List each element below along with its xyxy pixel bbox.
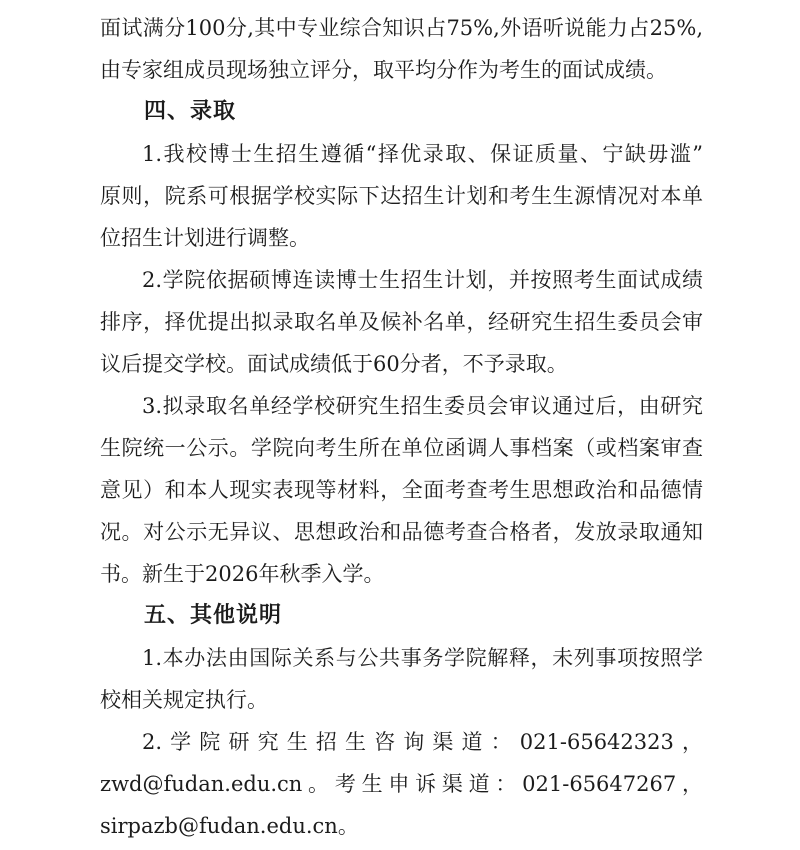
contact-line-admissions: 2.学院研究生招生咨询渠道：021-65642323，	[142, 730, 703, 754]
body-line: 原则，院系可根据学校实际下达招生计划和考生生源情况对本单	[100, 184, 703, 208]
body-line: 3.拟录取名单经学校研究生招生委员会审议通过后，由研究	[142, 394, 703, 418]
body-line: 校相关规定执行。	[100, 688, 268, 712]
contact-line-appeal-email: sirpazb@fudan.edu.cn。	[100, 814, 359, 838]
body-line: 位招生计划进行调整。	[100, 226, 310, 250]
contact-line-appeal: zwd@fudan.edu.cn。考生申诉渠道：021-65647267，	[100, 772, 703, 796]
body-line: 生院统一公示。学院向考生所在单位函调人事档案（或档案审查	[100, 436, 703, 460]
body-line: 1.我校博士生招生遵循“择优录取、保证质量、宁缺毋滥”	[142, 142, 703, 166]
body-line: 意见）和本人现实表现等材料，全面考查考生思想政治和品德情	[100, 478, 703, 502]
body-line: 面试满分100分,其中专业综合知识占75%,外语听说能力占25%,	[100, 16, 703, 40]
body-line: 2.学院依据硕博连读博士生招生计划，并按照考生面试成绩	[142, 268, 703, 292]
body-line: 排序，择优提出拟录取名单及候补名单，经研究生招生委员会审	[100, 310, 703, 334]
section-heading-admission: 四、录取	[144, 99, 237, 124]
body-line: 况。对公示无异议、思想政治和品德考查合格者，发放录取通知	[100, 520, 703, 544]
body-line: 议后提交学校。面试成绩低于60分者，不予录取。	[100, 352, 568, 376]
body-line: 书。新生于2026年秋季入学。	[100, 562, 385, 586]
section-heading-other-notes: 五、其他说明	[144, 603, 283, 628]
body-line: 由专家组成员现场独立评分，取平均分作为考生的面试成绩。	[100, 58, 667, 82]
body-line: 1.本办法由国际关系与公共事务学院解释，未列事项按照学	[142, 646, 703, 670]
